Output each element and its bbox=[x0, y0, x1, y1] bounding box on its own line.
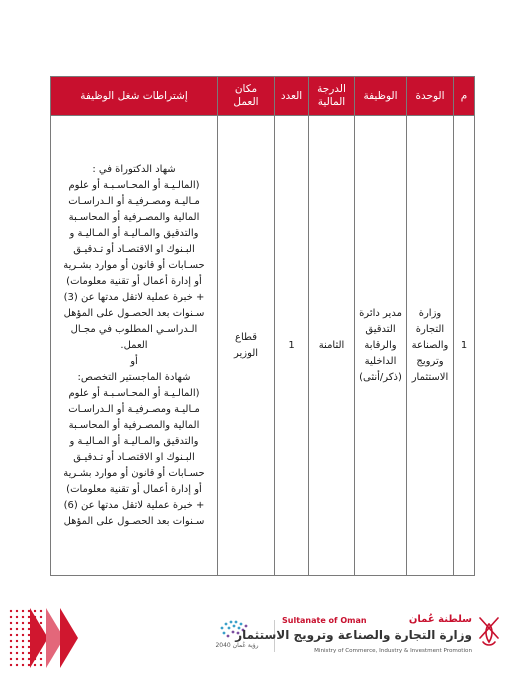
cell-unit-line: وترويج bbox=[416, 355, 444, 367]
cell-job-line: (ذكر/أنثى) bbox=[359, 371, 402, 383]
requirement-line: شهادة الماجستير التخصص: bbox=[77, 371, 191, 383]
requirement-line: حسـابات أو قانون أو موارد بشـرية bbox=[63, 259, 205, 271]
cell-location-line: الوزير bbox=[233, 347, 259, 359]
cell-job bbox=[355, 116, 407, 576]
cell-location bbox=[218, 116, 275, 576]
header-requirements: إشتراطات شغل الوظيفة bbox=[51, 77, 218, 116]
sultanate-en: Sultanate of Oman bbox=[282, 616, 367, 625]
requirement-line: مـاليـة ومصـرفيـة أو الـدراسـات bbox=[68, 195, 200, 207]
header-grade-line: الدرجة bbox=[317, 83, 346, 95]
table-row bbox=[51, 116, 475, 576]
requirement-line: حسـابات أو قانون أو موارد بشـرية bbox=[63, 467, 205, 479]
header-location-line: العمل bbox=[233, 96, 259, 108]
requirement-line: المالية والمصـرفية أو المحاسـبة bbox=[68, 211, 200, 223]
requirement-line: سـنوات بعد الحصـول على المؤهل bbox=[63, 515, 205, 527]
requirement-line: البـنوك او الاقتصـاد أو تـدقيـق bbox=[73, 243, 195, 255]
cell-location-line: قطاع bbox=[235, 331, 257, 343]
requirement-line: أو إدارة أعمال أو تقنية معلومات) bbox=[66, 483, 202, 495]
cell-no: 1 bbox=[454, 116, 475, 576]
header-grade-line: المالية bbox=[317, 96, 346, 108]
header-unit: الوحدة bbox=[407, 77, 454, 116]
cell-grade: الثامنة bbox=[309, 116, 355, 576]
header-grade bbox=[309, 77, 355, 116]
header-no: م bbox=[454, 77, 475, 116]
cell-job-line: مدير دائرة bbox=[359, 307, 402, 319]
requirement-line: + خبرة عملية لاتقل مدتها عن (3) bbox=[63, 291, 205, 303]
header-count: العدد bbox=[275, 77, 309, 116]
cell-unit-line: وزارة bbox=[418, 307, 442, 319]
header-location bbox=[218, 77, 275, 116]
cell-job-line: التدقيق bbox=[365, 323, 396, 335]
requirement-line: والتدقيق والمـاليـة أو المـاليـة و bbox=[69, 435, 199, 447]
cell-job-line: الداخلية bbox=[364, 355, 397, 367]
cell-requirements bbox=[51, 116, 218, 576]
vision-logo-text: رؤية عُمان 2040 bbox=[215, 642, 259, 649]
table-header-row bbox=[51, 77, 475, 116]
requirement-line: شهاد الدكتوراة في : bbox=[92, 163, 176, 175]
requirement-line: الـدراسـي المطلوب في مجـال bbox=[70, 323, 198, 335]
cell-unit-line: والصناعة bbox=[411, 339, 449, 351]
ministry-name-ar: وزارة التجارة والصناعة وترويج الاستثمار bbox=[235, 628, 472, 642]
requirement-line: العمل. bbox=[120, 339, 148, 351]
requirement-line: سـنوات بعد الحصـول على المؤهل bbox=[63, 307, 205, 319]
requirement-line: + خبرة عملية لاتقل مدتها عن (6) bbox=[63, 499, 205, 511]
ministry-name-en: Ministry of Commerce, Industry & Investment Promotion bbox=[314, 648, 472, 654]
header-job: الوظيفة bbox=[355, 77, 407, 116]
jobs-table bbox=[50, 76, 475, 576]
requirement-line: المالية والمصـرفية أو المحاسـبة bbox=[68, 419, 200, 431]
requirement-line: والتدقيق والمـاليـة أو المـاليـة و bbox=[69, 227, 199, 239]
requirement-line: (المالـيـة أو المحـاسـبـة أو علوم bbox=[68, 179, 200, 191]
cell-count: 1 bbox=[275, 116, 309, 576]
cell-unit-line: التجارة bbox=[415, 323, 445, 335]
requirement-line: أو إدارة أعمال أو تقنية معلومات) bbox=[66, 275, 202, 287]
requirement-line: البـنوك او الاقتصـاد أو تـدقيـق bbox=[73, 451, 195, 463]
sultanate-ar: سلطنة عُمان bbox=[408, 614, 472, 625]
cell-unit bbox=[407, 116, 454, 576]
requirement-line: (المالـيـة أو المحـاسـبـة أو علوم bbox=[68, 387, 200, 399]
oman-emblem-icon bbox=[474, 612, 504, 650]
cell-unit-line: الاستثمار bbox=[411, 371, 449, 383]
red-triangle-decoration bbox=[60, 608, 78, 668]
cell-job-line: والرقابة bbox=[364, 339, 397, 351]
requirement-line: مـاليـة ومصـرفيـة أو الـدراسـات bbox=[68, 403, 200, 415]
requirement-line: أو bbox=[130, 355, 138, 367]
header-location-line: مكان bbox=[234, 83, 258, 95]
